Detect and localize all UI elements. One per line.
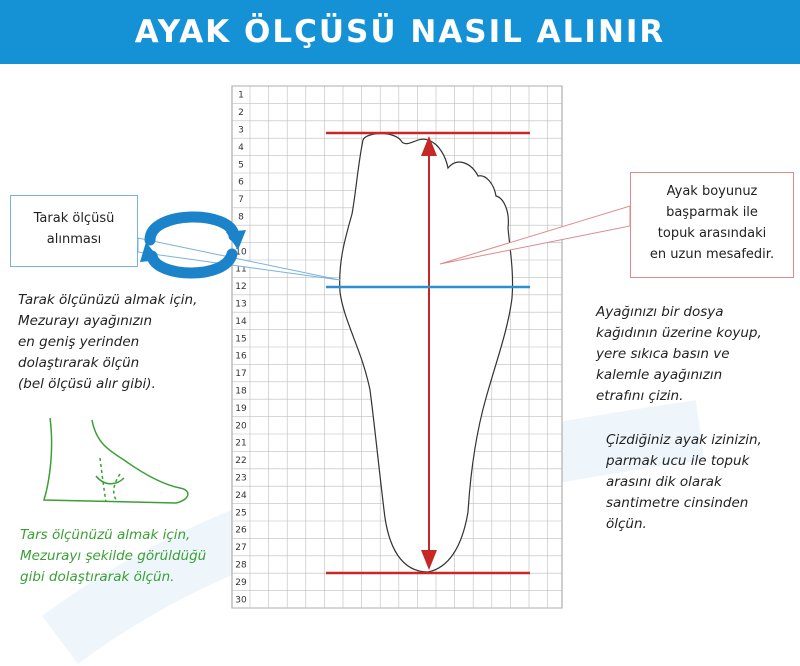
instruction-line: Tarak ölçünüzü almak için, bbox=[18, 292, 198, 308]
grid-row-label: 30 bbox=[235, 595, 247, 606]
page-title: AYAK ÖLÇÜSÜ NASIL ALINIR bbox=[134, 14, 666, 50]
tarak-instructions bbox=[18, 290, 197, 395]
grid-row-label: 1 bbox=[238, 90, 244, 101]
instruction-line: Çizdiğiniz ayak izinizin, bbox=[606, 432, 762, 448]
tarak-callout-line: Tarak ölçüsü bbox=[33, 211, 115, 226]
grid-row-label: 17 bbox=[235, 369, 247, 380]
measure-instructions bbox=[606, 430, 762, 535]
grid-row-label: 29 bbox=[235, 577, 247, 588]
drawing-instructions bbox=[596, 302, 762, 407]
instruction-line: parmak ucu ile topuk bbox=[606, 453, 750, 469]
grid-row-label: 27 bbox=[235, 543, 247, 554]
grid-row-label: 28 bbox=[235, 560, 247, 571]
grid-row-label: 24 bbox=[235, 490, 247, 501]
grid-row-label: 23 bbox=[235, 473, 247, 484]
instruction-line: arasını dik olarak bbox=[606, 474, 722, 490]
grid-row-label: 18 bbox=[235, 386, 247, 397]
instruction-line: Mezurayı ayağınızın bbox=[18, 313, 153, 329]
grid-row-label: 12 bbox=[235, 282, 247, 293]
instruction-line: Ayağınızı bir dosya bbox=[596, 304, 724, 320]
tars-measurement-sketch bbox=[44, 418, 188, 503]
grid-row-label: 2 bbox=[238, 108, 244, 119]
grid-row-label: 7 bbox=[238, 195, 244, 206]
tarak-callout bbox=[10, 195, 138, 267]
tarak-callout-line: alınması bbox=[46, 232, 102, 247]
grid-row-label: 15 bbox=[235, 334, 247, 345]
grid-row-label: 13 bbox=[235, 299, 247, 310]
instruction-line: Mezurayı şekilde görüldüğü bbox=[20, 548, 207, 564]
instruction-line: kalemle ayağınızın bbox=[596, 367, 723, 383]
grid-row-label: 25 bbox=[235, 508, 247, 519]
instruction-line: en geniş yerinden bbox=[18, 334, 140, 350]
instruction-line: gibi dolaştırarak ölçün. bbox=[20, 569, 175, 585]
instruction-line: yere sıkıca basın ve bbox=[596, 346, 730, 362]
instruction-line: santimetre cinsinden bbox=[606, 495, 749, 511]
instruction-line: Tars ölçünüzü almak için, bbox=[20, 527, 191, 543]
instruction-line: kağıdının üzerine koyup, bbox=[596, 325, 762, 341]
grid-row-label: 20 bbox=[235, 421, 247, 432]
grid-row-label: 6 bbox=[238, 177, 244, 188]
boy-callout bbox=[630, 172, 794, 278]
grid-row-label: 14 bbox=[235, 316, 247, 327]
instruction-line: etrafını çizin. bbox=[596, 388, 684, 404]
grid-row-label: 11 bbox=[235, 264, 247, 275]
instruction-line: dolaştırarak ölçün bbox=[18, 355, 140, 371]
boy-callout-line: en uzun mesafedir. bbox=[649, 247, 775, 262]
grid-row-label: 22 bbox=[235, 456, 247, 467]
grid-row-label: 10 bbox=[235, 247, 247, 258]
boy-callout-line: Ayak boyunuz bbox=[666, 184, 758, 199]
instruction-line: ölçün. bbox=[606, 516, 647, 532]
grid-row-label: 3 bbox=[238, 125, 244, 136]
grid-row-label: 5 bbox=[238, 160, 244, 171]
grid-row-label: 26 bbox=[235, 525, 247, 536]
grid-row-label: 8 bbox=[238, 212, 244, 223]
boy-callout-line: başparmak ile bbox=[666, 205, 758, 220]
grid-row-label: 21 bbox=[235, 438, 247, 449]
instruction-line: (bel ölçüsü alır gibi). bbox=[18, 376, 156, 392]
grid-row-label: 19 bbox=[235, 403, 247, 414]
grid-row-label: 16 bbox=[235, 351, 247, 362]
tars-instructions bbox=[20, 525, 206, 588]
grid-row-label: 4 bbox=[238, 142, 244, 153]
boy-callout-line: topuk arasındaki bbox=[657, 226, 767, 241]
